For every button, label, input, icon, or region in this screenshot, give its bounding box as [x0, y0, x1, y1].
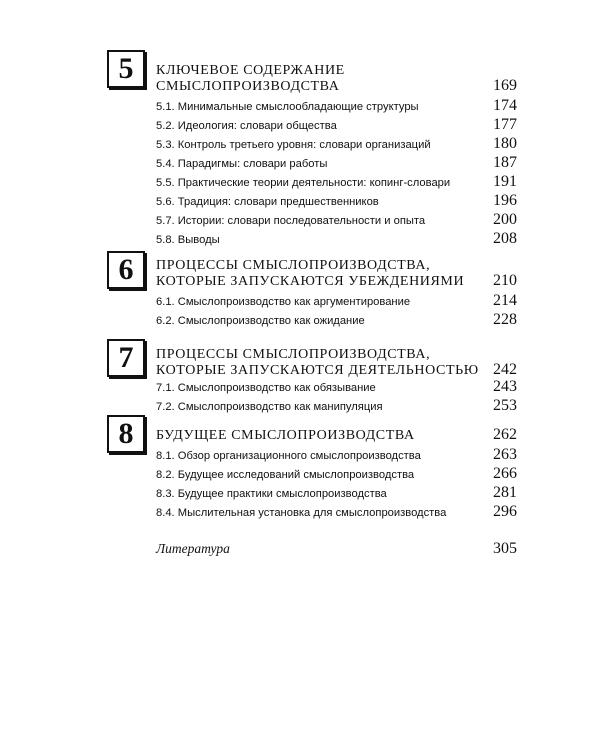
toc-entry-label: 8.4. Мыслительная установка для смыслопроизводства: [156, 507, 447, 519]
toc-entry-label: 5.4. Парадигмы: словари работы: [156, 158, 328, 170]
literature-label: Литература: [156, 541, 230, 556]
toc-entry[interactable]: [156, 230, 517, 249]
chapter-title-line1: КЛЮЧЕВОЕ СОДЕРЖАНИЕ: [156, 63, 345, 78]
chapter-title: [156, 63, 517, 94]
toc-entry[interactable]: [156, 192, 517, 211]
toc-entry-page: 281: [493, 484, 517, 501]
toc-entry-page: 253: [493, 397, 517, 414]
toc-entry[interactable]: [156, 484, 517, 503]
toc-entry[interactable]: [156, 135, 517, 154]
chapter-title-line2: КОТОРЫЕ ЗАПУСКАЮТСЯ ДЕЯТЕЛЬНОСТЬЮ: [156, 363, 479, 378]
toc-entry-label: 7.2. Смыслопроизводство как манипуляция: [156, 401, 383, 413]
chapter-number-box: 6: [107, 251, 145, 289]
toc-entry-page: 174: [493, 97, 517, 114]
toc-entry-label: 8.1. Обзор организационного смыслопроизводства: [156, 450, 421, 462]
toc-entry-label: 5.6. Традиция: словари предшественников: [156, 196, 379, 208]
literature-entry[interactable]: [156, 540, 517, 558]
toc-entry[interactable]: [156, 378, 517, 397]
toc-entry[interactable]: [156, 154, 517, 173]
toc-entry[interactable]: [156, 311, 517, 330]
toc-entry-label: 6.2. Смыслопроизводство как ожидание: [156, 315, 365, 327]
chapter-title-line1: БУДУЩЕЕ СМЫСЛОПРОИЗВОДСТВА: [156, 428, 415, 443]
chapter-title-line2: КОТОРЫЕ ЗАПУСКАЮТСЯ УБЕЖДЕНИЯМИ: [156, 274, 465, 289]
toc-entry-page: 208: [493, 230, 517, 247]
toc-entry[interactable]: [156, 465, 517, 484]
chapter-number-box: 8: [107, 415, 145, 453]
chapter-page-number: 210: [493, 272, 517, 289]
toc-entry-label: 5.3. Контроль третьего уровня: словари организаций: [156, 139, 431, 151]
toc-entry-page: 200: [493, 211, 517, 228]
toc-entry-page: 228: [493, 311, 517, 328]
toc-entry-label: 5.5. Практические теории деятельности: копинг-словари: [156, 177, 451, 189]
toc-entry-page: 243: [493, 378, 517, 395]
toc-entry[interactable]: [156, 292, 517, 311]
toc-entry-page: 196: [493, 192, 517, 209]
toc-entry-page: 187: [493, 154, 517, 171]
chapter-title-line1: ПРОЦЕССЫ СМЫСЛОПРОИЗВОДСТВА,: [156, 258, 431, 273]
toc-entry-page: 296: [493, 503, 517, 520]
toc-entry[interactable]: [156, 503, 517, 522]
toc-entry-label: 6.1. Смыслопроизводство как аргументирование: [156, 296, 411, 308]
chapter-title: [156, 258, 517, 289]
toc-entry[interactable]: [156, 397, 517, 416]
section-list: [156, 378, 517, 416]
toc-entry-page: 263: [493, 446, 517, 463]
literature-page: 305: [493, 540, 517, 557]
toc-entry[interactable]: [156, 173, 517, 192]
toc-entry-page: 177: [493, 116, 517, 133]
toc-entry-label: 5.2. Идеология: словари общества: [156, 120, 337, 132]
toc-entry-page: 266: [493, 465, 517, 482]
chapter-title: [156, 427, 517, 443]
toc-entry-label: 5.8. Выводы: [156, 234, 220, 246]
toc-entry-page: 214: [493, 292, 517, 309]
chapter-number-box: 5: [107, 50, 145, 88]
toc-entry-label: 5.1. Минимальные смыслообладающие структуры: [156, 101, 419, 113]
toc-entry[interactable]: [156, 97, 517, 116]
toc-entry-label: 8.2. Будущее исследований смыслопроизводства: [156, 469, 415, 481]
chapter-page-number: 242: [493, 361, 517, 378]
toc-entry[interactable]: [156, 211, 517, 230]
chapter-number-box: 7: [107, 339, 145, 377]
chapter-page-number: 262: [493, 426, 517, 443]
toc-entry-page: 191: [493, 173, 517, 190]
toc-entry-label: 5.7. Истории: словари последовательности и опыта: [156, 215, 426, 227]
chapter-page-number: 169: [493, 77, 517, 94]
chapter-title: [156, 347, 517, 378]
toc-entry[interactable]: [156, 116, 517, 135]
section-list: [156, 446, 517, 522]
toc-entry-page: 180: [493, 135, 517, 152]
chapter-title-line1: ПРОЦЕССЫ СМЫСЛОПРОИЗВОДСТВА,: [156, 347, 431, 362]
section-list: [156, 97, 517, 249]
chapter-title-line2: СМЫСЛОПРОИЗВОДСТВА: [156, 79, 340, 94]
section-list: [156, 292, 517, 330]
toc-entry[interactable]: [156, 446, 517, 465]
toc-entry-label: 8.3. Будущее практики смыслопроизводства: [156, 488, 387, 500]
toc-entry-label: 7.1. Смыслопроизводство как обязывание: [156, 382, 376, 394]
